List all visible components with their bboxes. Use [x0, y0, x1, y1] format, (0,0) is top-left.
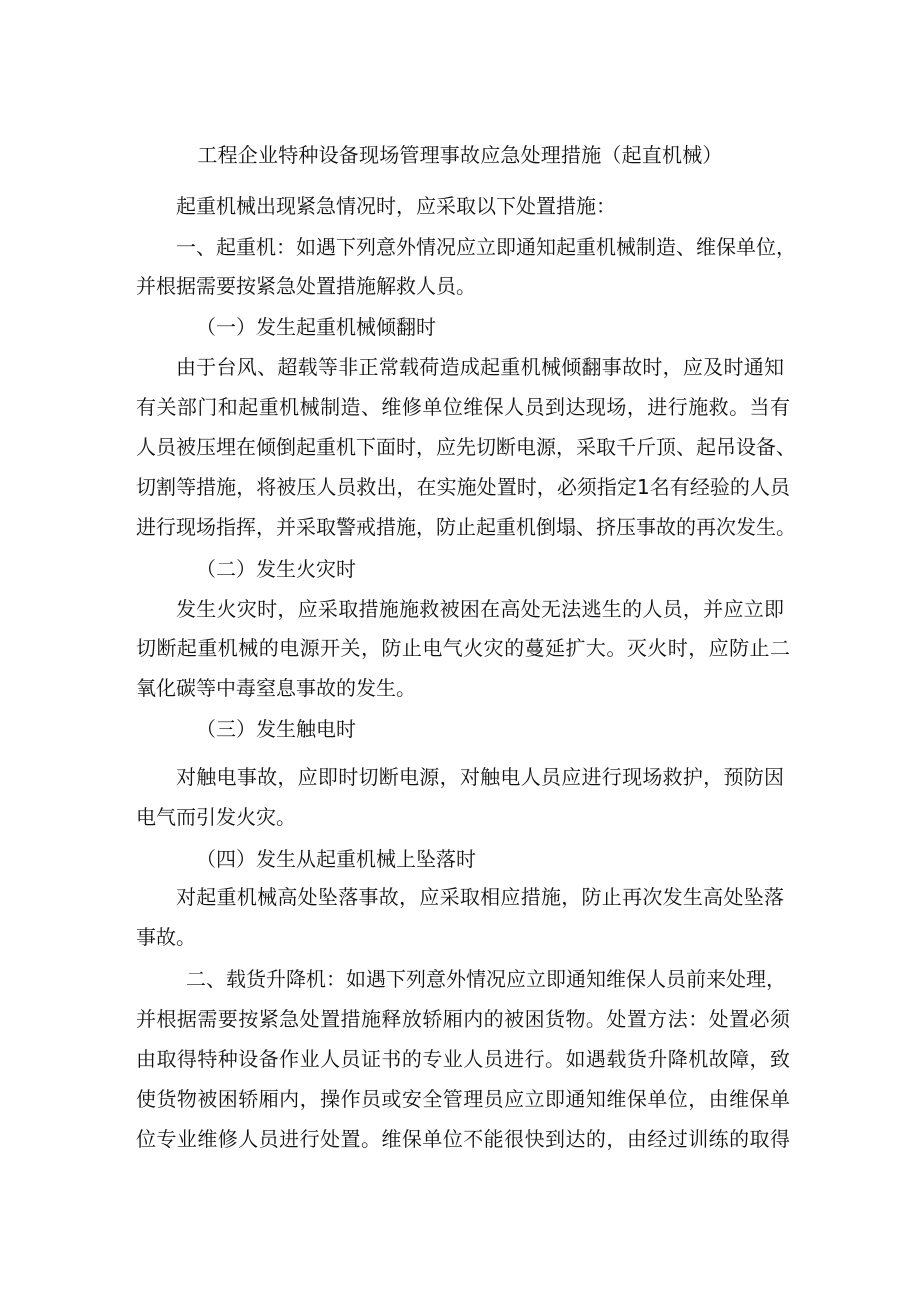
paragraph-line: 使货物被困轿厢内，操作员或安全管理员应立即通知维保单位，由维保单: [136, 1087, 790, 1111]
paragraph-line: 并根据需要按紧急处置措施解救人员。: [136, 274, 476, 298]
document-title: 工程企业特种设备现场管理事故应急处理措施（起直机械）: [197, 143, 723, 167]
subsection-3-heading: （三）发生触电时: [196, 717, 356, 741]
paragraph-line: 切割等措施，将被压人员救出，在实施处置时，必须指定1名有经验的人员: [136, 475, 790, 499]
paragraph-line: 事故。: [136, 925, 196, 949]
paragraph-line: 对触电事故，应即时切断电源，对触电人员应进行现场救护，预防因: [176, 765, 784, 789]
paragraph-line: 氧化碳等中毒窒息事故的发生。: [136, 676, 416, 700]
paragraph-line: 电气而引发火灾。: [136, 805, 296, 829]
paragraph-line: 对起重机械高处坠落事故，应采取相应措施，防止再次发生高处坠落: [176, 885, 784, 909]
subsection-1-heading: （一）发生起重机械倾翻时: [196, 315, 436, 339]
paragraph-line: 并根据需要按紧急处置措施释放轿厢内的被困货物。处置方法：处置必须: [136, 1007, 790, 1031]
section-one-heading: 一、起重机：如遇下列意外情况应立即通知起重机械制造、维保单位，: [176, 235, 796, 259]
paragraph-line: 由于台风、超载等非正常载荷造成起重机械倾翻事故时，应及时通知: [176, 355, 784, 379]
paragraph-line: 切断起重机械的电源开关，防止电气火灾的蔓延扩大。灭火时，应防止二: [136, 636, 790, 660]
subsection-4-heading: （四）发生从起重机械上坠落时: [196, 847, 476, 871]
paragraph-line: 位专业维修人员进行处置。维保单位不能很快到达的，由经过训练的取得: [136, 1127, 790, 1151]
section-two-heading: 二、载货升降机：如遇下列意外情况应立即通知维保人员前来处理，: [186, 967, 786, 991]
intro-line: 起重机械出现紧急情况时，应采取以下处置措施：: [176, 194, 616, 218]
paragraph-line: 发生火灾时，应采取措施施救被困在高处无法逃生的人员，并应立即: [176, 597, 784, 621]
paragraph-line: 由取得特种设备作业人员证书的专业人员进行。如遇载货升降机故障，致: [136, 1047, 790, 1071]
subsection-2-heading: （二）发生火灾时: [196, 557, 356, 581]
paragraph-line: 人员被压埋在倾倒起重机下面时，应先切断电源，采取千斤顶、起吊设备、: [136, 435, 796, 459]
paragraph-line: 有关部门和起重机械制造、维修单位维保人员到达现场，进行施救。当有: [136, 395, 790, 419]
paragraph-line: 进行现场指挥，并采取警戒措施，防止起重机倒塌、挤压事故的再次发生。: [136, 515, 796, 539]
